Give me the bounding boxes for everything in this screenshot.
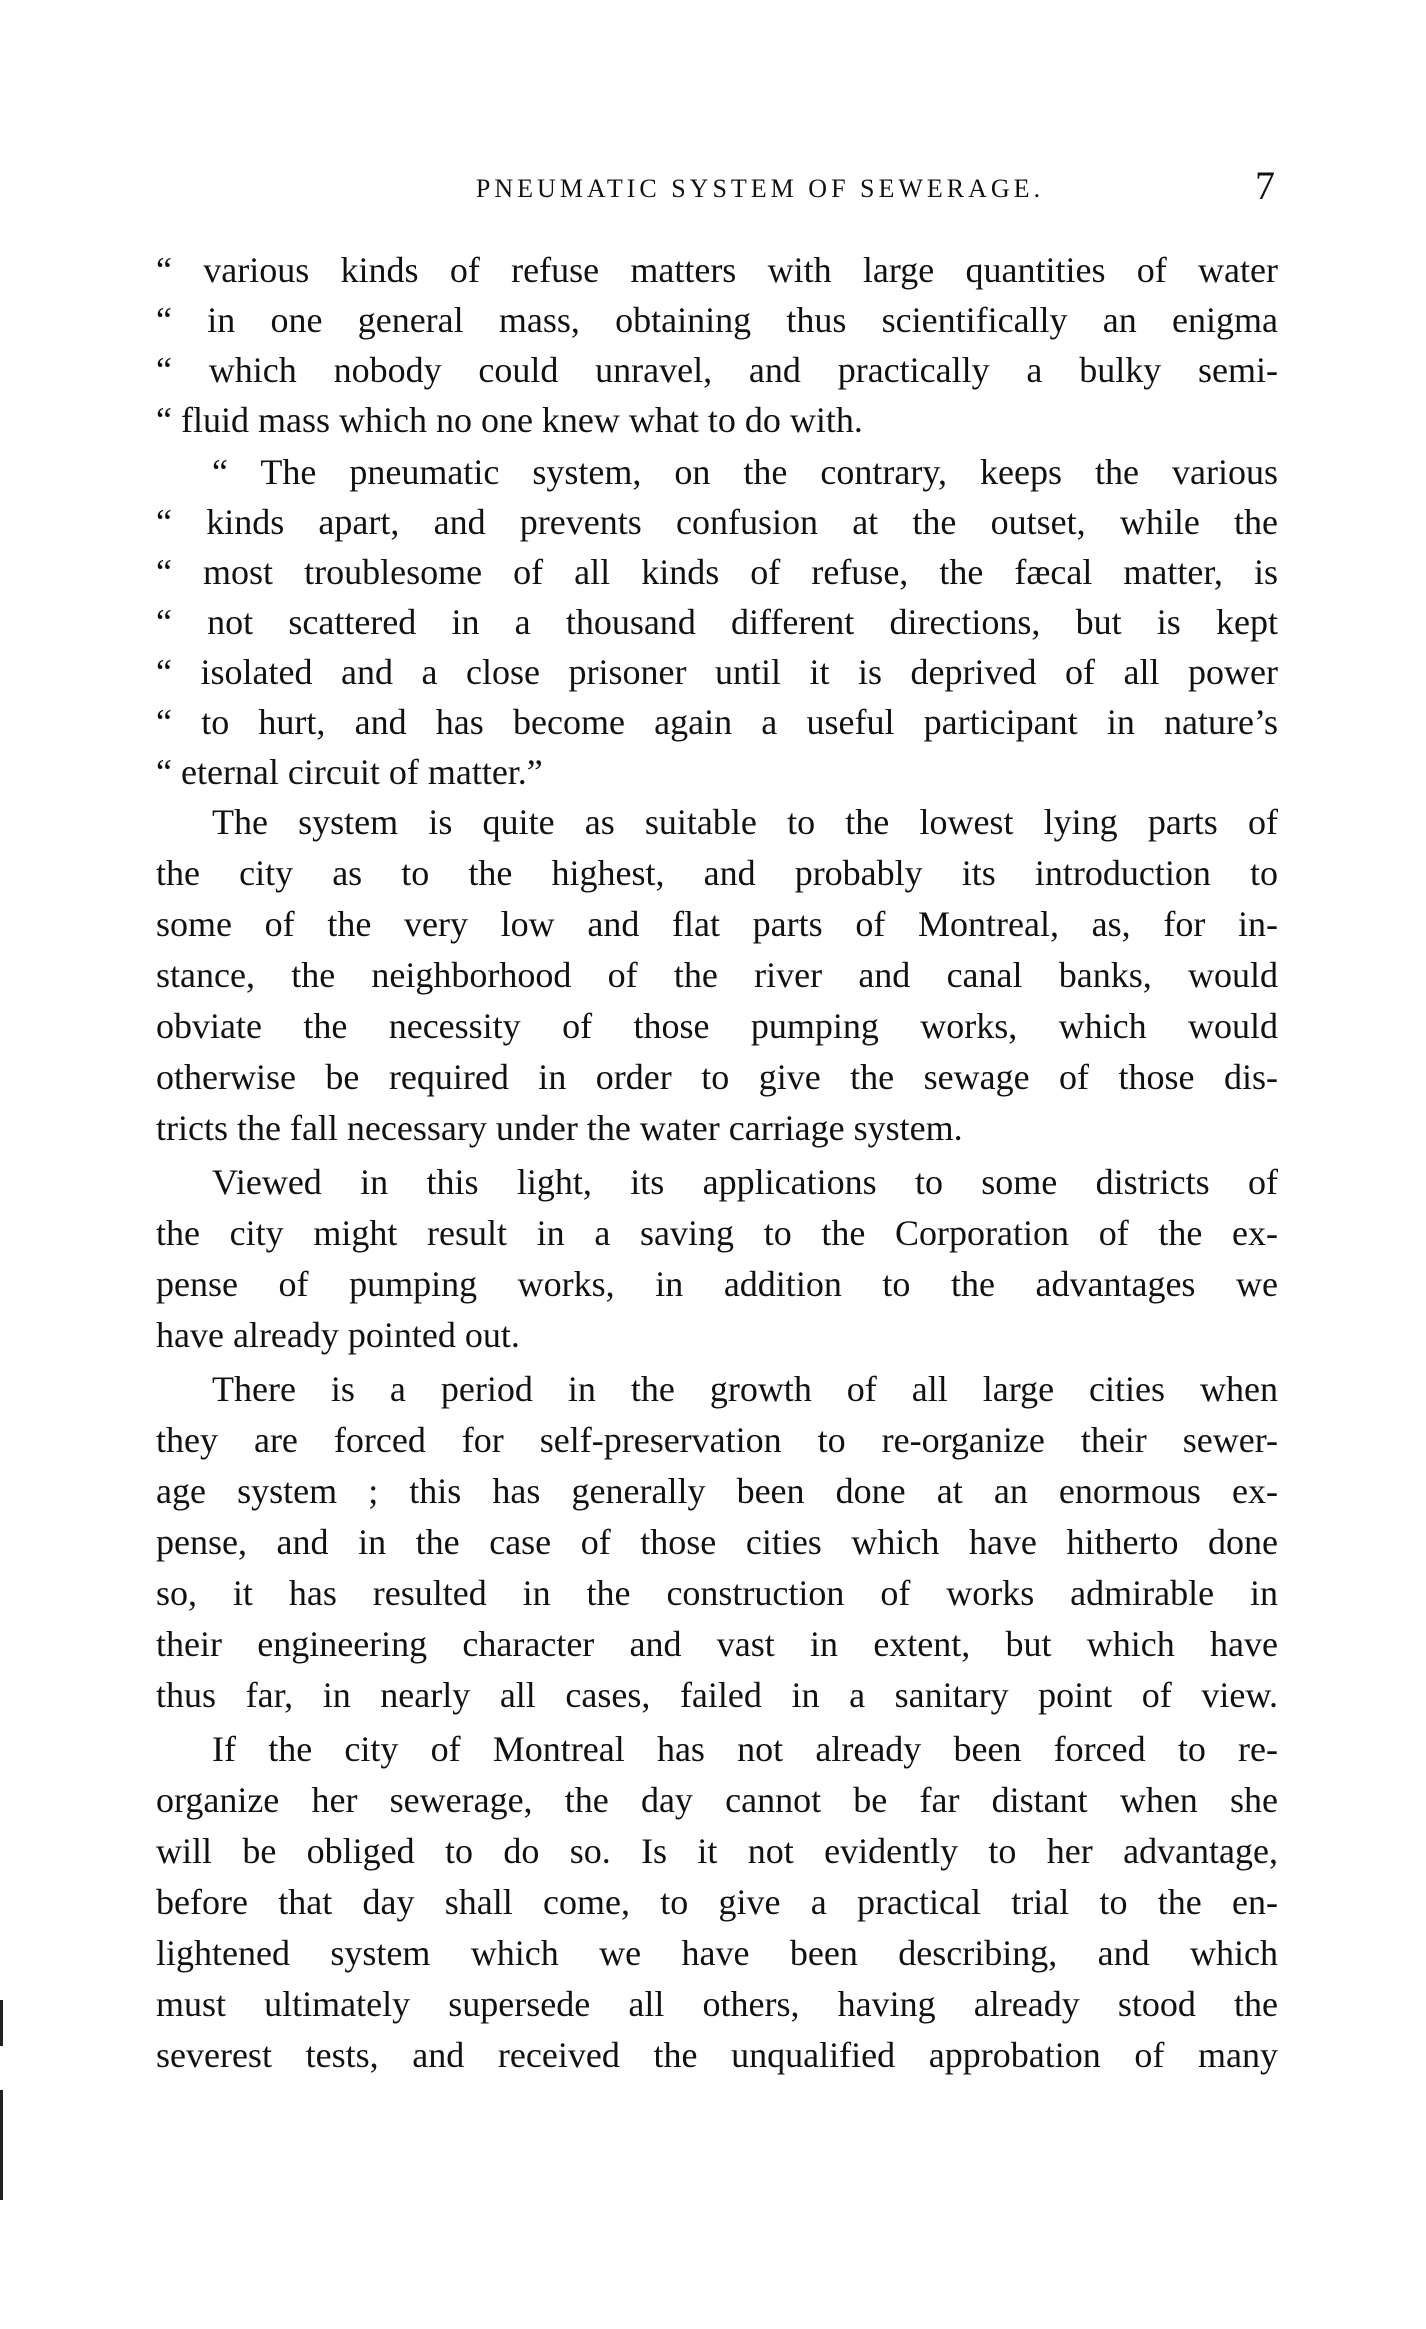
text-line: “ not scattered in a thousand different directions, but is kept — [156, 602, 1278, 642]
text-line: pense of pumping works, in addition to the advantages we — [156, 1264, 1278, 1304]
text-line: obviate the necessity of those pumping works, which would — [156, 1006, 1278, 1046]
text-line: “ to hurt, and has become again a useful participant in nature’s — [156, 702, 1278, 742]
text-line: otherwise be required in order to give the sewage of those dis- — [156, 1057, 1278, 1097]
margin-rule — [0, 2000, 3, 2046]
text-line: “ eternal circuit of matter.” — [156, 752, 543, 792]
text-line: they are forced for self-preservation to re-organize their sewer- — [156, 1420, 1278, 1460]
text-line: “ kinds apart, and prevents confusion at the outset, while the — [156, 502, 1278, 542]
text-line: “ which nobody could unravel, and practically a bulky semi- — [156, 350, 1278, 390]
text-line: Viewed in this light, its applications to some districts of — [212, 1162, 1278, 1202]
text-line: “ in one general mass, obtaining thus scientifically an enigma — [156, 300, 1278, 340]
page-number: 7 — [1255, 163, 1275, 208]
running-title: PNEUMATIC SYSTEM OF SEWERAGE. — [475, 174, 1045, 203]
text-line: before that day shall come, to give a practical trial to the en- — [156, 1882, 1278, 1922]
text-line: organize her sewerage, the day cannot be far distant when she — [156, 1780, 1278, 1820]
text-line: “ most troublesome of all kinds of refuse, the fæcal matter, is — [156, 552, 1278, 592]
text-line: must ultimately supersede all others, having already stood the — [156, 1984, 1278, 2024]
text-line: so, it has resulted in the construction of works admirable in — [156, 1573, 1278, 1613]
text-line: the city might result in a saving to the Corporation of the ex- — [156, 1213, 1278, 1253]
text-line: “ The pneumatic system, on the contrary, keeps the various — [212, 452, 1278, 492]
text-line: “ fluid mass which no one knew what to do with. — [156, 400, 863, 440]
text-line: lightened system which we have been describing, and which — [156, 1933, 1278, 1973]
text-line: the city as to the highest, and probably its introduction to — [156, 853, 1278, 893]
margin-rule — [0, 2090, 3, 2200]
text-line: their engineering character and vast in extent, but which have — [156, 1624, 1278, 1664]
text-line: will be obliged to do so. Is it not evidently to her advantage, — [156, 1831, 1278, 1871]
text-line: have already pointed out. — [156, 1315, 520, 1355]
text-line: If the city of Montreal has not already been forced to re- — [212, 1729, 1278, 1769]
text-line: age system ; this has generally been done at an enormous ex- — [156, 1471, 1278, 1511]
text-line: tricts the fall necessary under the water carriage system. — [156, 1108, 963, 1148]
text-line: stance, the neighborhood of the river and canal banks, would — [156, 955, 1278, 995]
text-line: “ various kinds of refuse matters with large quantities of water — [156, 250, 1278, 290]
text-line: pense, and in the case of those cities which have hitherto done — [156, 1522, 1278, 1562]
text-line: severest tests, and received the unqualified approbation of many — [156, 2035, 1278, 2075]
text-line: The system is quite as suitable to the lowest lying parts of — [212, 802, 1278, 842]
text-line: some of the very low and flat parts of Montreal, as, for in- — [156, 904, 1278, 944]
text-line: There is a period in the growth of all large cities when — [212, 1369, 1278, 1409]
text-line: “ isolated and a close prisoner until it is deprived of all power — [156, 652, 1278, 692]
text-line: thus far, in nearly all cases, failed in a sanitary point of view. — [156, 1675, 1278, 1715]
